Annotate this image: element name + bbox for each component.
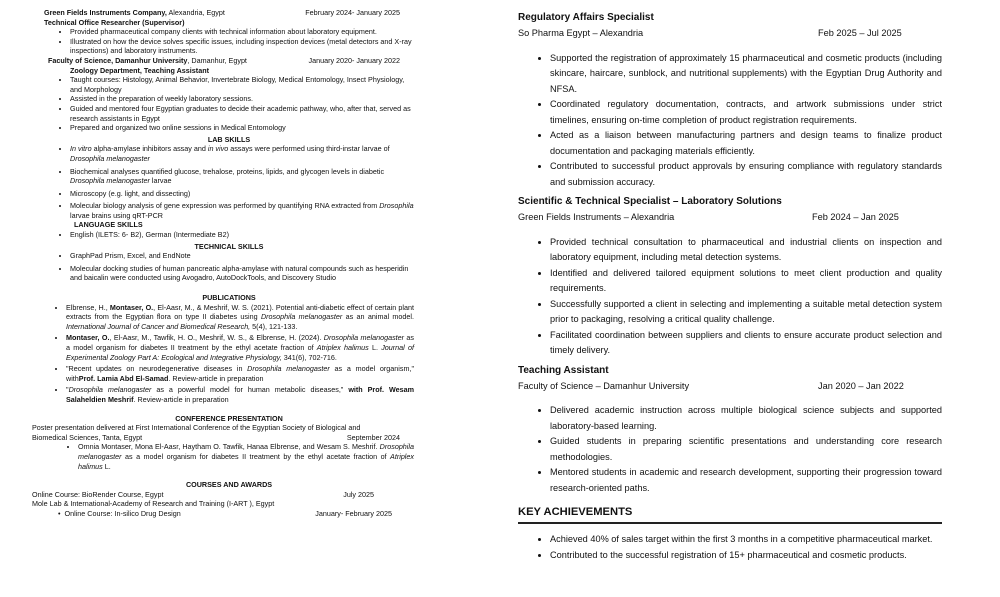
course2-row: Mole Lab & International-Academy of Research and Training (I-ART ), Egypt (32, 499, 275, 509)
job1-company: Green Fields Instruments Company, (44, 8, 167, 17)
list-item: • Microscopy (e.g. light, and dissecting) (70, 189, 414, 199)
conference-line1: Poster presentation delivered at First International Conference of the Egyptian Society of Biological and (32, 423, 361, 433)
list-item: • Provided technical consultation to pharmaceutical and industrial clients on inspection and laboratory equipment, including metal detection systems. (550, 235, 942, 266)
list-item: • Successfully supported a client in selecting and implementing a suitable metal detection system prior to packaging, resolving a critical quality challenge. (550, 297, 942, 328)
lab-skills-heading: LAB SKILLS (207, 134, 251, 144)
list-item: • Acted as a liaison between manufacturing partners and design teams to finalize product documentation and packaging materials efficiently. (550, 128, 942, 159)
job-org: So Pharma Egypt – Alexandria (518, 28, 644, 38)
list-item: • Coordinated regulatory documentation, contracts, and artwork submissions under strict timelines, ensuring on-time completion of product registration requirements. (550, 97, 942, 128)
job-dates: Feb 2024 – Jan 2025 (812, 212, 899, 222)
left-cv-page (32, 8, 415, 597)
job-org: Faculty of Science – Damanhur University (518, 380, 690, 391)
list-item: • Supported the registration of approximately 15 pharmaceutical and cosmetic products (including skincare, haircare, sunblock, and nutritional supplements) with the Egyptian Drug Authority and NFSA. (550, 51, 942, 98)
publications-heading: PUBLICATIONS (202, 293, 256, 303)
technical-list (44, 251, 414, 283)
job-dates: Jan 2020 – Jan 2022 (818, 380, 904, 391)
job-bullets (518, 51, 942, 191)
job2-faculty: Faculty of Science, Damanhur University (48, 55, 188, 65)
list-item: • Prepared and organized two online sessions in Medical Entomology (70, 123, 414, 133)
course3-row: • Online Course: In-silico Drug Design January- February 2025 (58, 508, 392, 518)
job-bullets (518, 235, 942, 359)
job1-location: Alexandria, Egypt (166, 8, 225, 17)
job-org-row (518, 379, 942, 395)
job-dates: Feb 2025 – Jul 2025 (818, 28, 902, 38)
list-item: • Guided students in preparing scientific presentations and understanding core research methodologies. (550, 434, 942, 465)
list-item: • English (ILETS: 6- B2), German (Intermediate B2) (70, 230, 414, 240)
job-title: Scientific & Technical Specialist – Laboratory Solutions (518, 196, 782, 207)
job1-bullets (44, 27, 414, 56)
conference-heading: CONFERENCE PRESENTATION (175, 413, 283, 423)
list-item: • Guided and mentored four Egyptian graduates to decide their academic pathway, who, after that, served as research assistants in Egypt (70, 104, 414, 123)
job-org: Green Fields Instruments – Alexandria (518, 212, 675, 222)
list-item: • GraphPad Prism, Excel, and EndNote (70, 251, 414, 261)
job1-title: Technical Office Researcher (Supervisor) (44, 17, 185, 27)
list-item: • "Drosophila melanogaster as a powerful model for human metabolic diseases," with Prof. Wesam Salaheldien Meshrif. Review-article in preparation (66, 385, 414, 404)
section-divider (518, 522, 942, 524)
list-item: • Delivered academic instruction across multiple biological science subjects and supported laboratory-based learning. (550, 403, 942, 434)
list-item: • Provided pharmaceutical company clients with technical information about laboratory equipment. (70, 27, 414, 37)
list-item: • Taught courses: Histology, Animal Behavior, Invertebrate Biology, Medical Entomology, Insect Physiology, and Morphology (70, 75, 414, 94)
job2-title: Zoology Department, Teaching Assistant (70, 65, 209, 75)
list-item: • Biochemical analyses quantified glucose, trehalose, proteins, lipids, and glycogen levels in diabetic Drosophila melanogaster larvae (70, 167, 414, 186)
language-skills-heading: LANGUAGE SKILLS (74, 220, 143, 230)
job2-dates: January 2020- January 2022 (308, 55, 400, 65)
conference-line2: Biomedical Sciences, Tanta, Egypt September 2024 (32, 432, 400, 442)
list-item: • Facilitated coordination between suppliers and clients to ensure accurate product selection and timely delivery. (550, 328, 942, 359)
list-item: • Contributed to successful product approvals by ensuring compliance with regulatory standards and submission accuracy. (550, 159, 942, 190)
achievements-list (518, 532, 942, 563)
list-item: • Montaser, O., El-Aasr, M., Tawfik, H. O., Meshrif, W. S., & Elbrense, H. (2024). Drosophila melanogaster as a model organism for diabetes II treatment by the ethyl acetate fraction of Atriplex halimus L. Journal of Experimental Zoology Part A: Ecological and Integrative Physiology, 341(6), 702-716. (66, 333, 414, 362)
list-item: • Contributed to the successful registration of 15+ pharmaceutical and cosmetic products. (550, 548, 942, 564)
job2-header (48, 56, 414, 66)
publications-list (44, 303, 414, 405)
job-org-row (518, 26, 942, 42)
technical-skills-heading: TECHNICAL SKILLS (194, 241, 264, 251)
list-item: • Achieved 40% of sales target within the first 3 months in a competitive pharmaceutical market. (550, 532, 942, 548)
list-item: • Molecular biology analysis of gene expression was performed by quantifying RNA extracted from Drosophila larvae brains using qRT-PCR (70, 201, 414, 220)
job1-header (44, 8, 414, 18)
list-item: • Omnia Montaser, Mona El-Aasr, Haytham O. Tawfik, Hanaa Elbrense, and Wesam S. Meshrif. Drosophila melanogaster as a model organism for diabetes II treatment by the ethyl acetate fraction of Atriplex halimus L. (78, 442, 414, 471)
list-item: • Assisted in the preparation of weekly laboratory sessions. (70, 94, 414, 104)
job2-bullets (44, 75, 414, 133)
job-title: Regulatory Affairs Specialist (518, 12, 654, 23)
job-bullets (518, 403, 942, 496)
list-item: • Elbrense, H., Montaser, O., El-Aasr, M., & Meshrif, W. S. (2021). Potential anti-diabetic effect of certain plant extracts from the Egyptian flora on type II diabetes using Drosophila melanogaster as an animal model. International Journal of Cancer and Biomedical Research, 5(4), 121-133. (66, 303, 414, 332)
job-org-row (518, 210, 942, 226)
language-list (44, 230, 414, 240)
conference-list (44, 442, 414, 471)
job1-dates: February 2024- January 2025 (305, 8, 400, 17)
courses-heading: COURSES AND AWARDS (185, 480, 273, 490)
lab-skills-list (44, 144, 414, 220)
job2-location: , Damanhur, Egypt (187, 55, 247, 65)
course1-row: Online Course: BioRender Course, Egypt July 2025 (32, 489, 374, 499)
list-item: • Molecular docking studies of human pancreatic alpha-amylase with natural compounds such as hesperidin and baicalin were conducted using Avogadro, AutoDockTools, and Discovery Studio (70, 264, 414, 283)
list-item: • In vitro alpha-amylase inhibitors assay and in vivo assays were performed using third-instar larvae of Drosophila melanogaster (70, 144, 414, 163)
list-item: • Mentored students in academic and research development, supporting their progression toward research-oriented paths. (550, 465, 942, 496)
achievements-heading: KEY ACHIEVEMENTS (518, 506, 633, 518)
list-item: • Illustrated on how the device solves specific issues, including inspection devices (metal detectors and X-ray inspections) and laboratory instruments. (70, 37, 414, 56)
list-item: • "Recent updates on neurodegenerative diseases in Drosophila melanogaster as a model organism," withProf. Lamia Abd El-Samad. Review-article in preparation (66, 364, 414, 383)
job-title: Teaching Assistant (518, 364, 609, 376)
list-item: • Identified and delivered tailored equipment solutions to meet client production and quality requirements. (550, 266, 942, 297)
right-cv-page (518, 10, 942, 597)
